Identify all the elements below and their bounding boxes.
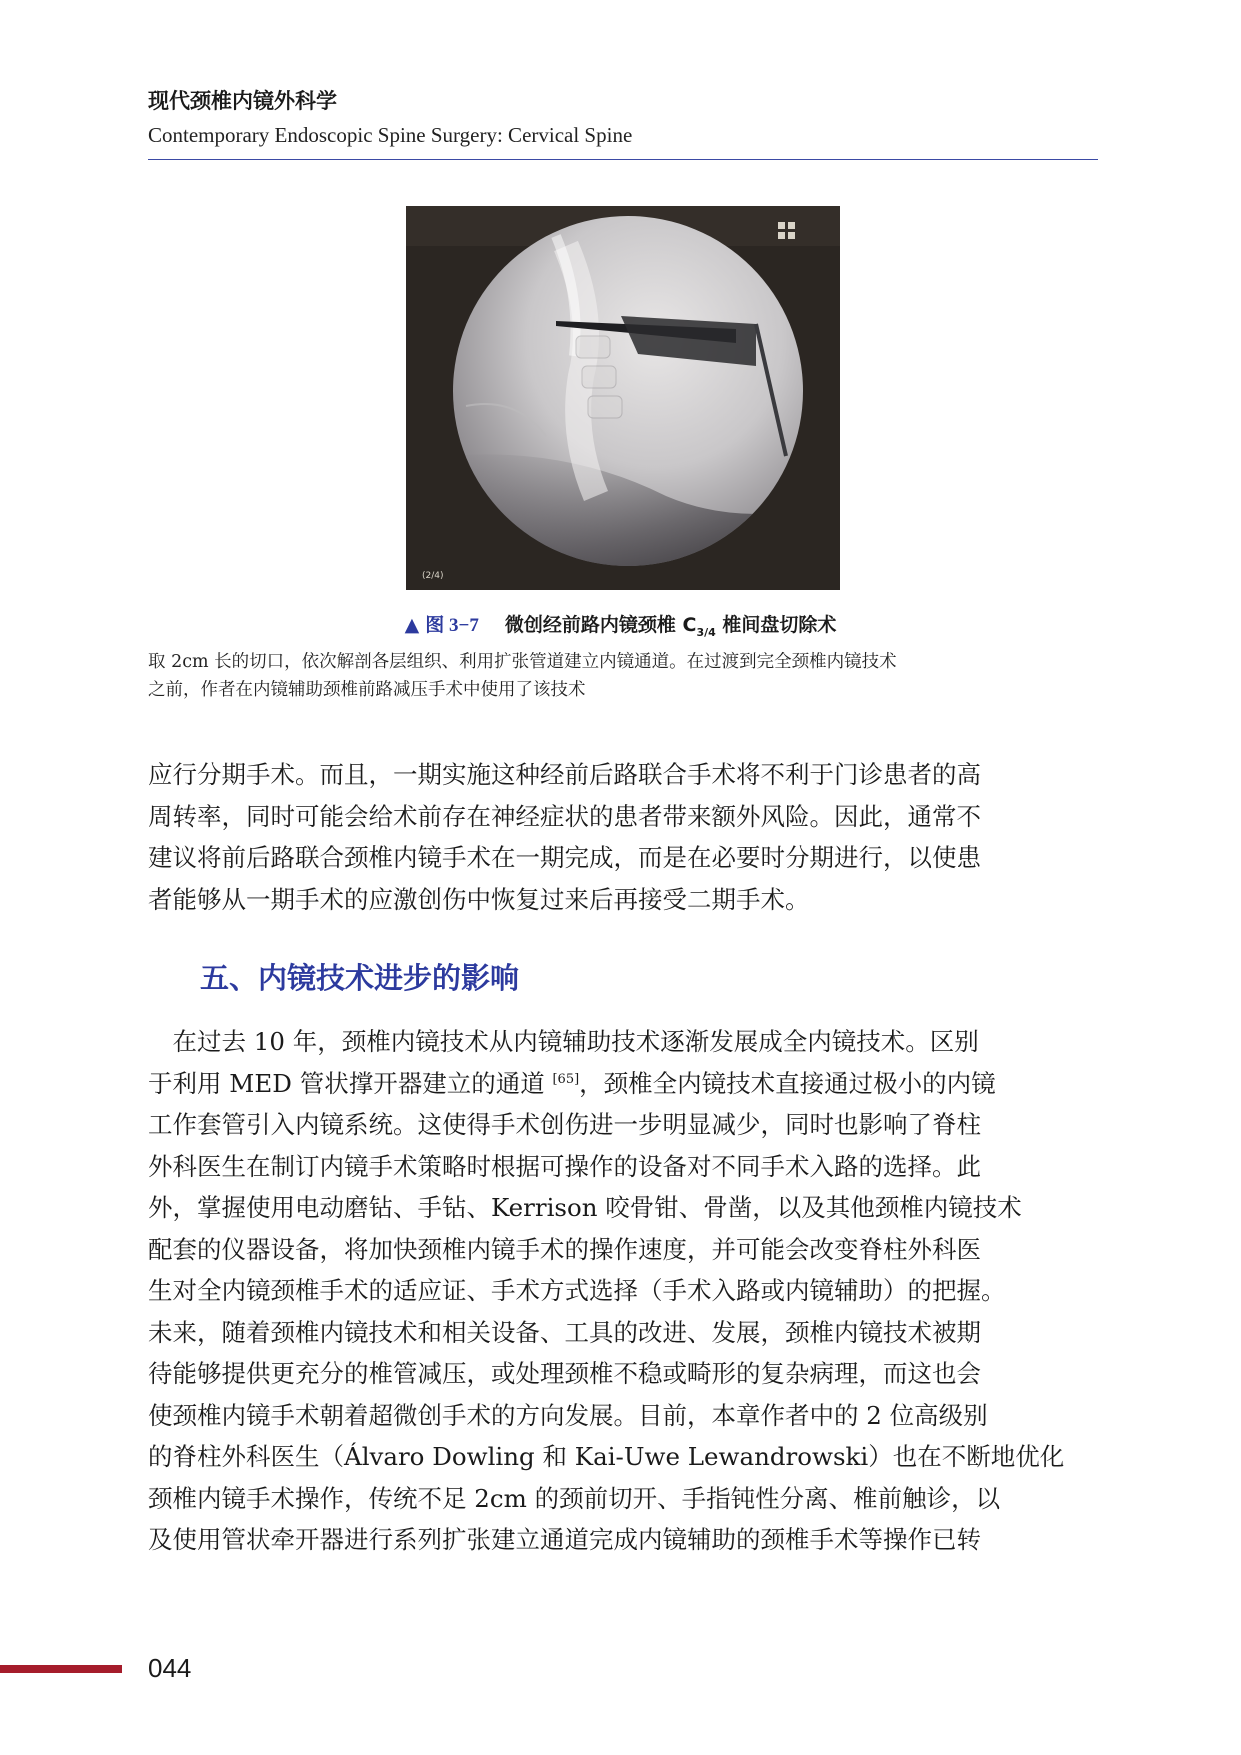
image-label: (2/4) xyxy=(422,571,444,581)
text-line: 外科医生在制订内镜手术策略时根据可操作的设备对不同手术入路的选择。此 xyxy=(148,1151,981,1181)
book-title-en: Contemporary Endoscopic Spine Surgery: Cervical Spine xyxy=(148,123,633,147)
figure-caption-title xyxy=(0,612,1241,646)
header-rule xyxy=(148,159,1098,160)
figure-number: 图 3−7 xyxy=(425,615,479,636)
body-paragraph-2 xyxy=(148,1021,1103,1561)
book-title-cn: 现代颈椎内镜外科学 xyxy=(148,89,337,113)
text-line: 使颈椎内镜手术朝着超微创手术的方向发展。目前，本章作者中的 2 位高级别 xyxy=(148,1400,988,1430)
running-header xyxy=(148,86,1098,150)
text-line: 颈椎内镜手术操作，传统不足 2cm 的颈前切开、手指钝性分离、椎前触诊，以 xyxy=(148,1483,1001,1513)
text-line: 生对全内镜颈椎手术的适应证、手术方式选择（手术入路或内镜辅助）的把握。 xyxy=(148,1276,1006,1305)
caption-line: 之前，作者在内镜辅助颈椎前路减压手术中使用了该技术 xyxy=(148,680,586,700)
fluoroscopy-graphic xyxy=(406,206,840,590)
text-line: 及使用管状牵开器进行系列扩张建立通道完成内镜辅助的颈椎手术等操作已转 xyxy=(148,1525,981,1554)
text-line: 待能够提供更充分的椎管减压，或处理颈椎不稳或畸形的复杂病理，而这也会 xyxy=(148,1359,981,1388)
section-heading: 五、内镜技术进步的影响 xyxy=(200,961,520,995)
body-paragraph-1 xyxy=(148,754,1103,920)
text-line: 周转率，同时可能会给术前存在神经症状的患者带来额外风险。因此，通常不 xyxy=(148,801,981,831)
citation-ref: [65] xyxy=(552,1071,580,1087)
text-line: 的脊柱外科医生（Álvaro Dowling 和 Kai-Uwe Lewandrowski）也在不断地优化 xyxy=(148,1442,1065,1471)
footer-accent-bar xyxy=(0,1665,122,1673)
text-line: 于利用 MED 管状撑开器建立的通道 [65]，颈椎全内镜技术直接通过极小的内镜 xyxy=(148,1068,996,1098)
triangle-marker-icon: ▲ xyxy=(404,614,420,636)
text-line: 工作套管引入内镜系统。这使得手术创伤进一步明显减少，同时也影响了脊柱 xyxy=(148,1110,981,1139)
page-number: 044 xyxy=(148,1653,192,1683)
fluoroscopy-image xyxy=(406,206,840,590)
text-line: 应行分期手术。而且，一期实施这种经前后路联合手术将不利于门诊患者的高 xyxy=(148,760,981,789)
text-line: 在过去 10 年，颈椎内镜技术从内镜辅助技术逐渐发展成全内镜技术。区别 xyxy=(148,1027,979,1056)
text-line: 未来，随着颈椎内镜技术和相关设备、工具的改进、发展，颈椎内镜技术被期 xyxy=(148,1317,981,1347)
text-line: 者能够从一期手术的应激创伤中恢复过来后再接受二期手术。 xyxy=(148,884,810,914)
figure-caption-body xyxy=(148,648,1103,704)
figure-title: 微创经前路内镜颈椎 $C_{3/4}$ 椎间盘切除术 xyxy=(504,614,837,639)
text-line: 配套的仪器设备，将加快颈椎内镜手术的操作速度，并可能会改变脊柱外科医 xyxy=(148,1234,981,1264)
text-line: 建议将前后路联合颈椎内镜手术在一期完成，而是在必要时分期进行，以使患 xyxy=(148,843,981,872)
caption-line: 取 2cm 长的切口，依次解剖各层组织、利用扩张管道建立内镜通道。在过渡到完全颈椎内镜技术 xyxy=(148,652,897,672)
text-line: 外，掌握使用电动磨钻、手钻、Kerrison 咬骨钳、骨凿，以及其他颈椎内镜技术 xyxy=(148,1193,1022,1222)
